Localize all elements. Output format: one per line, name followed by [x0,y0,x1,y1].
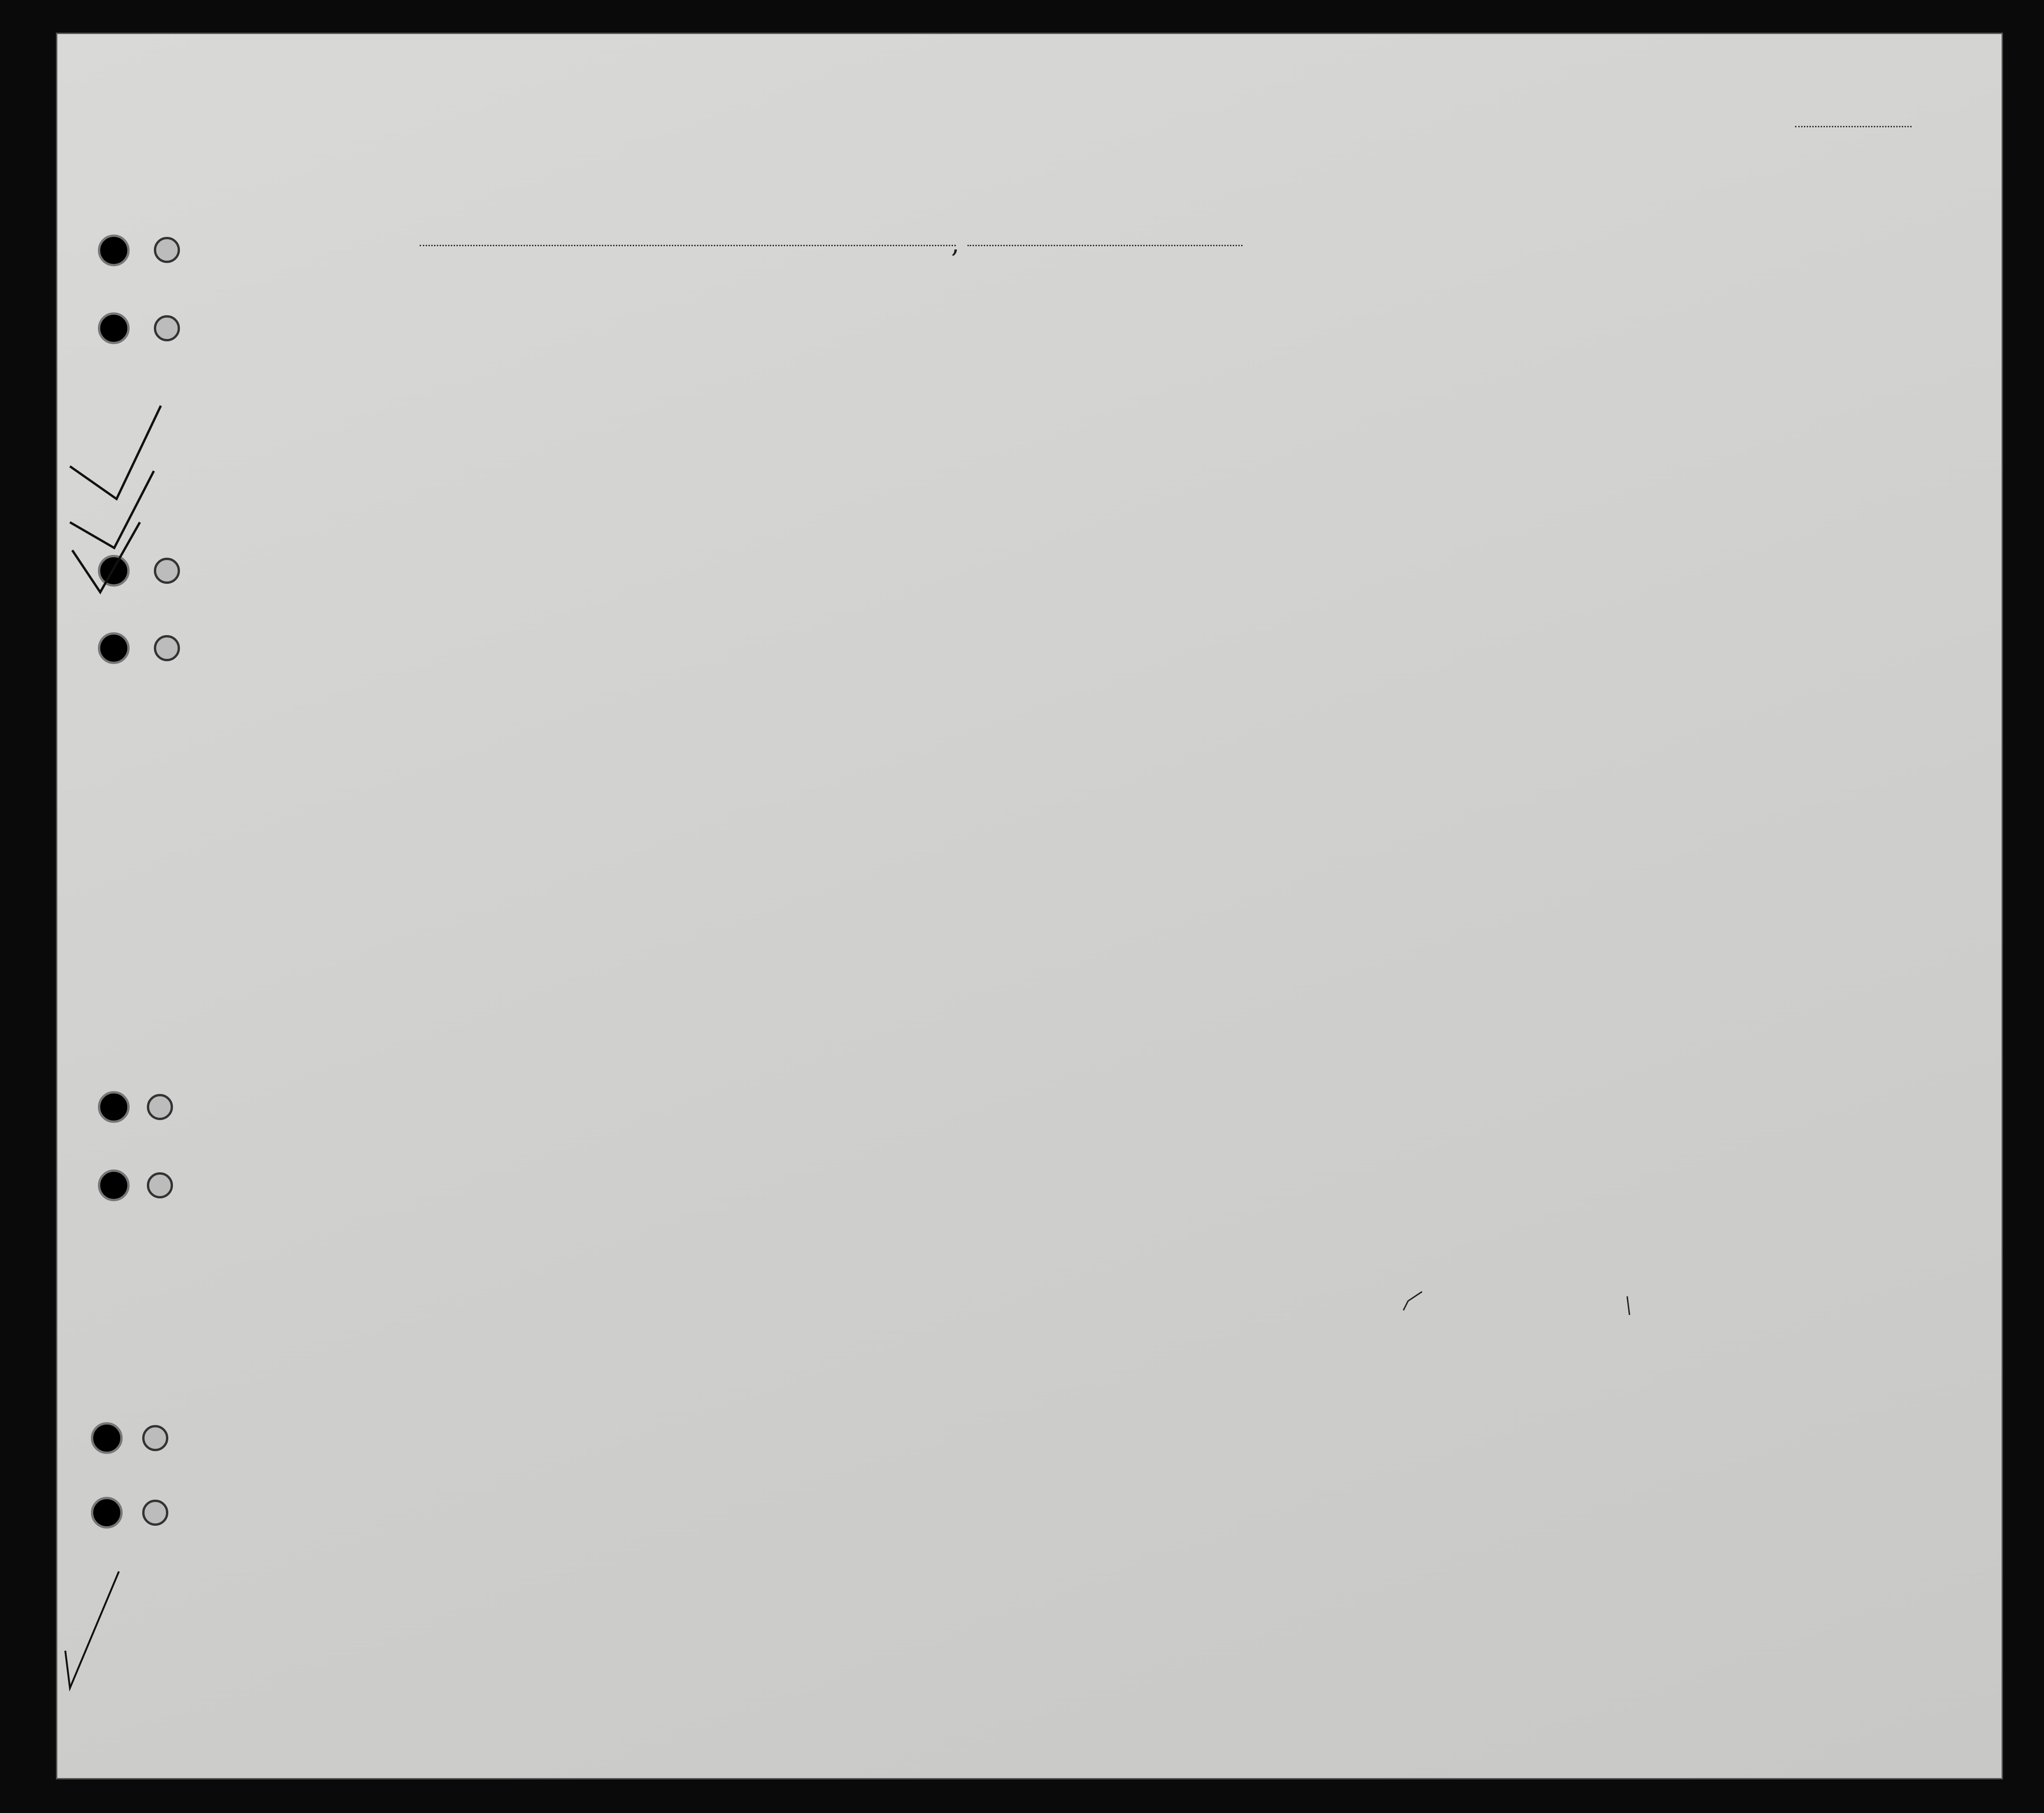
arriving-comma: , [951,228,960,259]
